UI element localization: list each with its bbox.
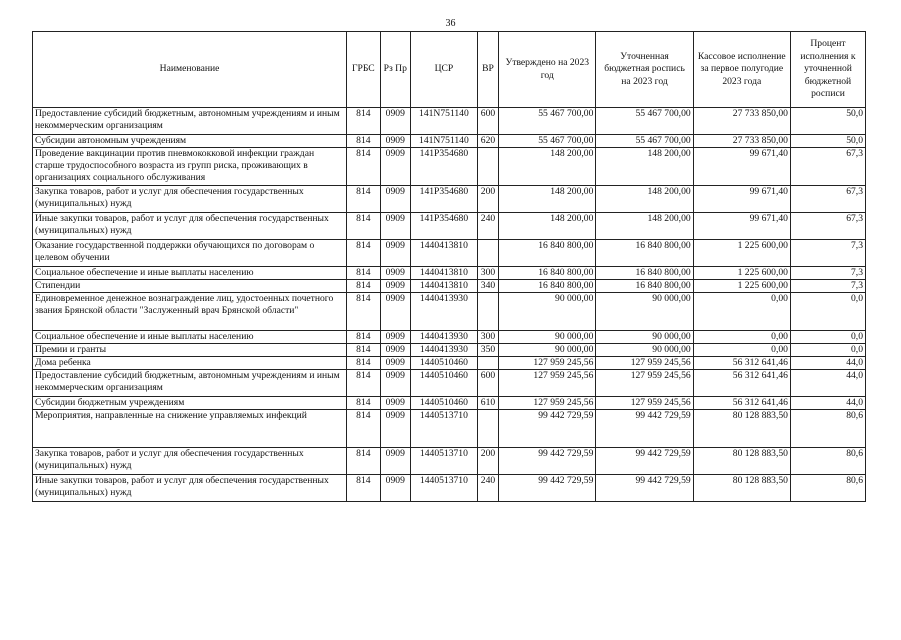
cell-percent: 67,3 [790, 148, 865, 186]
cell-grbs: 814 [347, 240, 380, 267]
header-grbs: ГРБС [347, 32, 380, 108]
cell-vr [477, 357, 498, 370]
cell-grbs: 814 [347, 370, 380, 397]
cell-vr [477, 293, 498, 331]
table-row [33, 135, 866, 148]
table-row [33, 370, 866, 397]
table-row [33, 344, 866, 357]
cell-grbs: 814 [347, 213, 380, 240]
cell-executed: 1 225 600,00 [693, 280, 790, 293]
cell-csr: 141P354680 [410, 148, 477, 186]
cell-grbs: 814 [347, 293, 380, 331]
cell-executed: 0,00 [693, 344, 790, 357]
cell-vr: 240 [477, 475, 498, 502]
cell-executed: 80 128 883,50 [693, 448, 790, 475]
table-row [33, 357, 866, 370]
cell-refined: 16 840 800,00 [596, 240, 693, 267]
cell-executed: 80 128 883,50 [693, 475, 790, 502]
table-header-row [33, 32, 866, 108]
cell-approved: 148 200,00 [499, 148, 596, 186]
cell-rz-pr: 0909 [380, 397, 410, 410]
table-row [33, 397, 866, 410]
cell-approved: 148 200,00 [499, 186, 596, 213]
cell-vr: 600 [477, 370, 498, 397]
cell-refined: 127 959 245,56 [596, 397, 693, 410]
cell-vr: 610 [477, 397, 498, 410]
table-row [33, 240, 866, 267]
cell-percent: 7,3 [790, 240, 865, 267]
header-csr: ЦСР [410, 32, 477, 108]
cell-approved: 148 200,00 [499, 213, 596, 240]
cell-percent: 67,3 [790, 213, 865, 240]
cell-rz-pr: 0909 [380, 293, 410, 331]
cell-name: Социальное обеспечение и иные выплаты населению [33, 331, 347, 344]
cell-percent: 7,3 [790, 280, 865, 293]
cell-approved: 127 959 245,56 [499, 370, 596, 397]
table-row [33, 448, 866, 475]
cell-vr: 350 [477, 344, 498, 357]
cell-csr: 1440413810 [410, 267, 477, 280]
cell-refined: 99 442 729,59 [596, 448, 693, 475]
table-row [33, 213, 866, 240]
cell-approved: 127 959 245,56 [499, 397, 596, 410]
cell-grbs: 814 [347, 397, 380, 410]
header-vr: ВР [477, 32, 498, 108]
cell-rz-pr: 0909 [380, 357, 410, 370]
cell-approved: 90 000,00 [499, 344, 596, 357]
cell-executed: 0,00 [693, 331, 790, 344]
cell-approved: 16 840 800,00 [499, 267, 596, 280]
cell-rz-pr: 0909 [380, 448, 410, 475]
cell-refined: 90 000,00 [596, 331, 693, 344]
cell-grbs: 814 [347, 267, 380, 280]
cell-name: Предоставление субсидий бюджетным, автономным учреждениям и иным некоммерческим организациям [33, 370, 347, 397]
table-row [33, 148, 866, 186]
header-approved: Утверждено на 2023 год [499, 32, 596, 108]
table-row [33, 331, 866, 344]
cell-rz-pr: 0909 [380, 108, 410, 135]
cell-csr: 141N751140 [410, 108, 477, 135]
cell-executed: 1 225 600,00 [693, 240, 790, 267]
cell-csr: 1440510460 [410, 370, 477, 397]
table-row [33, 280, 866, 293]
cell-executed: 99 671,40 [693, 186, 790, 213]
cell-executed: 99 671,40 [693, 213, 790, 240]
cell-csr: 1440513710 [410, 410, 477, 448]
cell-refined: 127 959 245,56 [596, 357, 693, 370]
cell-approved: 16 840 800,00 [499, 240, 596, 267]
cell-approved: 55 467 700,00 [499, 108, 596, 135]
cell-name: Дома ребенка [33, 357, 347, 370]
cell-vr: 240 [477, 213, 498, 240]
cell-grbs: 814 [347, 148, 380, 186]
cell-grbs: 814 [347, 186, 380, 213]
cell-csr: 1440413930 [410, 293, 477, 331]
cell-refined: 90 000,00 [596, 293, 693, 331]
cell-vr: 300 [477, 331, 498, 344]
cell-vr [477, 148, 498, 186]
page-number: 36 [445, 18, 456, 29]
cell-executed: 56 312 641,46 [693, 397, 790, 410]
cell-name: Социальное обеспечение и иные выплаты населению [33, 267, 347, 280]
cell-name: Предоставление субсидий бюджетным, автономным учреждениям и иным некоммерческим организациям [33, 108, 347, 135]
cell-refined: 90 000,00 [596, 344, 693, 357]
cell-refined: 148 200,00 [596, 213, 693, 240]
cell-grbs: 814 [347, 344, 380, 357]
cell-percent: 7,3 [790, 267, 865, 280]
cell-grbs: 814 [347, 475, 380, 502]
cell-rz-pr: 0909 [380, 267, 410, 280]
cell-grbs: 814 [347, 410, 380, 448]
cell-percent: 50,0 [790, 135, 865, 148]
cell-approved: 99 442 729,59 [499, 410, 596, 448]
cell-executed: 99 671,40 [693, 148, 790, 186]
cell-rz-pr: 0909 [380, 280, 410, 293]
cell-csr: 1440413930 [410, 344, 477, 357]
cell-vr [477, 240, 498, 267]
table-row [33, 267, 866, 280]
cell-grbs: 814 [347, 108, 380, 135]
cell-grbs: 814 [347, 357, 380, 370]
cell-executed: 27 733 850,00 [693, 135, 790, 148]
cell-rz-pr: 0909 [380, 331, 410, 344]
cell-executed: 56 312 641,46 [693, 357, 790, 370]
cell-refined: 99 442 729,59 [596, 410, 693, 448]
cell-name: Премии и гранты [33, 344, 347, 357]
cell-refined: 148 200,00 [596, 148, 693, 186]
cell-refined: 16 840 800,00 [596, 280, 693, 293]
cell-percent: 50,0 [790, 108, 865, 135]
cell-refined: 127 959 245,56 [596, 370, 693, 397]
cell-csr: 1440510460 [410, 357, 477, 370]
cell-executed: 56 312 641,46 [693, 370, 790, 397]
cell-csr: 141N751140 [410, 135, 477, 148]
cell-vr: 340 [477, 280, 498, 293]
cell-approved: 99 442 729,59 [499, 475, 596, 502]
cell-percent: 67,3 [790, 186, 865, 213]
budget-table [32, 31, 866, 502]
table-row [33, 293, 866, 331]
cell-grbs: 814 [347, 280, 380, 293]
table-body [33, 108, 866, 502]
cell-vr: 600 [477, 108, 498, 135]
cell-name: Иные закупки товаров, работ и услуг для обеспечения государственных (муниципальных) нужд [33, 475, 347, 502]
cell-csr: 1440513710 [410, 475, 477, 502]
cell-rz-pr: 0909 [380, 186, 410, 213]
header-percent: Процент исполнения к уточненной бюджетной росписи [790, 32, 865, 108]
cell-vr [477, 410, 498, 448]
cell-approved: 99 442 729,59 [499, 448, 596, 475]
header-executed: Кассовое исполнение за первое полугодие 2023 года [693, 32, 790, 108]
cell-approved: 55 467 700,00 [499, 135, 596, 148]
cell-refined: 16 840 800,00 [596, 267, 693, 280]
cell-refined: 99 442 729,59 [596, 475, 693, 502]
cell-rz-pr: 0909 [380, 370, 410, 397]
cell-executed: 80 128 883,50 [693, 410, 790, 448]
cell-executed: 0,00 [693, 293, 790, 331]
cell-grbs: 814 [347, 448, 380, 475]
cell-vr: 620 [477, 135, 498, 148]
cell-percent: 44,0 [790, 370, 865, 397]
cell-percent: 80,6 [790, 410, 865, 448]
cell-executed: 27 733 850,00 [693, 108, 790, 135]
cell-csr: 1440413930 [410, 331, 477, 344]
table-row [33, 410, 866, 448]
cell-vr: 300 [477, 267, 498, 280]
cell-grbs: 814 [347, 135, 380, 148]
cell-percent: 44,0 [790, 397, 865, 410]
cell-csr: 1440510460 [410, 397, 477, 410]
cell-percent: 80,6 [790, 475, 865, 502]
table-row [33, 108, 866, 135]
cell-rz-pr: 0909 [380, 148, 410, 186]
cell-approved: 90 000,00 [499, 293, 596, 331]
cell-csr: 141P354680 [410, 186, 477, 213]
cell-csr: 1440513710 [410, 448, 477, 475]
cell-rz-pr: 0909 [380, 410, 410, 448]
cell-approved: 90 000,00 [499, 331, 596, 344]
cell-name: Закупка товаров, работ и услуг для обеспечения государственных (муниципальных) нужд [33, 186, 347, 213]
header-name: Наименование [33, 32, 347, 108]
cell-executed: 1 225 600,00 [693, 267, 790, 280]
cell-refined: 55 467 700,00 [596, 135, 693, 148]
cell-name: Субсидии бюджетным учреждениям [33, 397, 347, 410]
cell-grbs: 814 [347, 331, 380, 344]
cell-rz-pr: 0909 [380, 344, 410, 357]
cell-name: Субсидии автономным учреждениям [33, 135, 347, 148]
cell-name: Оказание государственной поддержки обучающихся по договорам о целевом обучении [33, 240, 347, 267]
cell-rz-pr: 0909 [380, 135, 410, 148]
cell-percent: 80,6 [790, 448, 865, 475]
cell-name: Закупка товаров, работ и услуг для обеспечения государственных (муниципальных) нужд [33, 448, 347, 475]
cell-csr: 1440413810 [410, 240, 477, 267]
cell-percent: 0,0 [790, 331, 865, 344]
cell-refined: 148 200,00 [596, 186, 693, 213]
cell-name: Стипендии [33, 280, 347, 293]
cell-rz-pr: 0909 [380, 475, 410, 502]
cell-name: Мероприятия, направленные на снижение управляемых инфекций [33, 410, 347, 448]
cell-name: Проведение вакцинации против пневмококковой инфекции граждан старше трудоспособного возраста из групп риска, проживающих в организациях социального обслуживания [33, 148, 347, 186]
cell-vr: 200 [477, 186, 498, 213]
cell-approved: 16 840 800,00 [499, 280, 596, 293]
cell-name: Иные закупки товаров, работ и услуг для обеспечения государственных (муниципальных) нужд [33, 213, 347, 240]
cell-csr: 141P354680 [410, 213, 477, 240]
cell-vr: 200 [477, 448, 498, 475]
header-refined: Уточненная бюджетная роспись на 2023 год [596, 32, 693, 108]
cell-approved: 127 959 245,56 [499, 357, 596, 370]
cell-percent: 0,0 [790, 293, 865, 331]
cell-rz-pr: 0909 [380, 213, 410, 240]
cell-percent: 44,0 [790, 357, 865, 370]
cell-name: Единовременное денежное вознаграждение лиц, удостоенных почетного звания Брянской области "Заслуженный врач Брянской области" [33, 293, 347, 331]
cell-rz-pr: 0909 [380, 240, 410, 267]
table-row [33, 475, 866, 502]
cell-percent: 0,0 [790, 344, 865, 357]
cell-refined: 55 467 700,00 [596, 108, 693, 135]
table-row [33, 186, 866, 213]
header-rz-pr: Рз Пр [380, 32, 410, 108]
cell-csr: 1440413810 [410, 280, 477, 293]
